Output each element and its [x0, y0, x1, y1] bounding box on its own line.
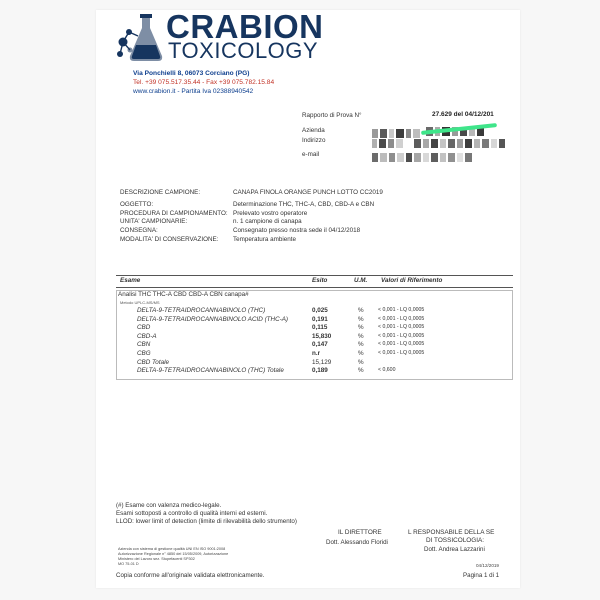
row-unit: % — [358, 315, 364, 323]
manager-title-2: DI TOSSICOLOGIA: — [426, 537, 485, 544]
row-analyte: CBD Totale — [137, 358, 169, 366]
row-unit: % — [358, 341, 364, 349]
row-result: 0,025 — [312, 307, 328, 314]
table-row — [96, 333, 520, 342]
sample-label-0: DESCRIZIONE CAMPIONE: — [120, 189, 201, 196]
brand-name: CRABION — [166, 8, 324, 45]
manager-title: L RESPONSABILE DELLA SE — [408, 529, 495, 536]
table-top-rule — [116, 275, 513, 276]
sample-label-1: OGGETTO: — [120, 201, 154, 208]
report-page — [96, 10, 520, 588]
row-reference: < 0,001 - LQ 0,0005 — [378, 324, 425, 331]
sample-value-3: n. 1 campione di canapa — [233, 218, 302, 225]
sample-label-5: MODALITA' DI CONSERVAZIONE: — [120, 236, 219, 243]
row-analyte: DELTA-9-TETRAIDROCANNABINOLO (THC) Totale — [137, 367, 284, 375]
analysis-section-title: Analisi THC THC-A CBD CBD-A CBN canapa# — [118, 291, 249, 298]
report-date: 04/12/2019 — [476, 563, 499, 568]
company-phone: Tel. +39 075.517.35.44 - Fax +39 075.782.15.84 — [133, 79, 275, 86]
row-reference: < 0,001 - LQ 0,0005 — [378, 315, 425, 322]
redacted-address — [372, 135, 405, 144]
row-result: 15,830 — [312, 332, 332, 340]
table-header-rule — [116, 287, 513, 288]
header-result: Esito — [312, 277, 328, 284]
analysis-method: Metodo UPLC-MS/MS — [120, 300, 160, 305]
sample-value-0: CANAPA FINOLA ORANGE PUNCH LOTTO CC2019 — [233, 189, 383, 196]
table-row — [96, 324, 520, 333]
row-analyte: CBN — [137, 341, 151, 349]
company-web[interactable]: www.crabion.it - Partita Iva 02388940542 — [133, 88, 254, 95]
row-unit: % — [358, 307, 364, 314]
cert-line-3: Ministero del Lavoro sez. Stupefacenti SP302 — [118, 557, 195, 561]
row-result: n.r — [312, 350, 321, 357]
table-row — [96, 367, 520, 376]
row-result: 0,191 — [312, 315, 328, 323]
copy-note: Copia conforme all'originale validata elettronicamente. — [116, 572, 265, 579]
report-number-label: Rapporto di Prova N° — [302, 112, 362, 119]
header-unit: U.M. — [354, 277, 368, 284]
row-reference: < 0,001 - LQ 0,0005 — [378, 341, 425, 348]
email-label: e-mail — [302, 151, 320, 158]
brand-subtitle: TOXICOLOGY — [168, 38, 319, 63]
director-title: IL DIRETTORE — [338, 529, 382, 536]
address-label: Indirizzo — [302, 137, 326, 144]
row-analyte: DELTA-9-TETRAIDROCANNABINOLO (THC) — [137, 307, 266, 314]
sample-value-4: Consegnato presso nostra sede il 04/12/2018 — [233, 227, 361, 234]
sample-label-4: CONSEGNA: — [120, 227, 158, 234]
note-legal: (#) Esame con valenza medico-legale. — [116, 502, 222, 509]
note-quality: Esami sottoposti a controllo di qualità interni ed esterni. — [116, 510, 268, 517]
row-result: 15,129 — [312, 358, 332, 366]
company-label: Azienda — [302, 127, 325, 134]
row-unit: % — [358, 332, 364, 340]
cert-line-1: Azienda con sistema di gestione qualità UNI EN ISO 9001:2008 — [118, 547, 226, 551]
row-analyte: CBG — [137, 350, 151, 357]
row-unit: % — [358, 367, 364, 375]
row-reference: < 0,001 - LQ 0,0005 — [378, 307, 425, 313]
table-row — [96, 316, 520, 325]
table-row — [96, 350, 520, 359]
row-analyte: CBD-A — [137, 332, 157, 340]
company-address: Via Ponchielli 8, 06073 Corciano (PG) — [133, 70, 250, 77]
sample-label-2: PROCEDURA DI CAMPIONAMENTO: — [120, 210, 228, 217]
flask-logo-icon — [116, 12, 164, 64]
row-reference: < 0,001 - LQ 0,0005 — [378, 332, 425, 339]
manager-name: Dott. Andrea Lazzarini — [424, 546, 485, 553]
cert-line-4: MO 75-01 D — [118, 562, 139, 566]
row-result: 0,189 — [312, 367, 328, 375]
header-exam: Esame — [120, 277, 141, 284]
row-result: 0,115 — [312, 324, 328, 332]
cert-line-2: Autorizzazione Regionale n° 4850 del 15/05/2009, Autorizzazione — [118, 552, 229, 556]
note-llod: LLOD: lower limit of detection (limite di rilevabilità dello strumento) — [116, 518, 297, 525]
sample-value-5: Temperatura ambiente — [233, 236, 297, 243]
sample-value-1: Determinazione THC, THC-A, CBD, CBD-A e CBN — [233, 201, 375, 208]
director-name: Dott. Alessando Floridi — [326, 539, 388, 546]
row-analyte: CBD — [137, 324, 151, 332]
table-row — [96, 341, 520, 350]
row-analyte: DELTA-9-TETRAIDROCANNABINOLO ACID (THC-A) — [137, 315, 289, 323]
row-unit: % — [358, 324, 364, 332]
row-unit: % — [358, 358, 364, 366]
sample-label-3: UNITA' CAMPIONARIE: — [120, 218, 188, 225]
table-row — [96, 307, 520, 316]
sample-value-2: Prelevato vostro operatore — [233, 210, 308, 217]
table-row — [96, 359, 520, 368]
page-number: Pagina 1 di 1 — [463, 572, 500, 579]
redacted-address-2 — [414, 135, 507, 144]
row-reference: < 0,600 — [378, 367, 396, 374]
row-result: 0,147 — [312, 341, 328, 349]
row-unit: % — [358, 350, 364, 357]
redacted-company — [372, 125, 422, 134]
report-number: 27.629 del 04/12/201 — [432, 111, 494, 118]
row-reference: < 0,001 - LQ 0,0005 — [378, 350, 425, 356]
header-reference: Valori di Riferimento — [381, 277, 443, 284]
redacted-email — [372, 149, 474, 158]
